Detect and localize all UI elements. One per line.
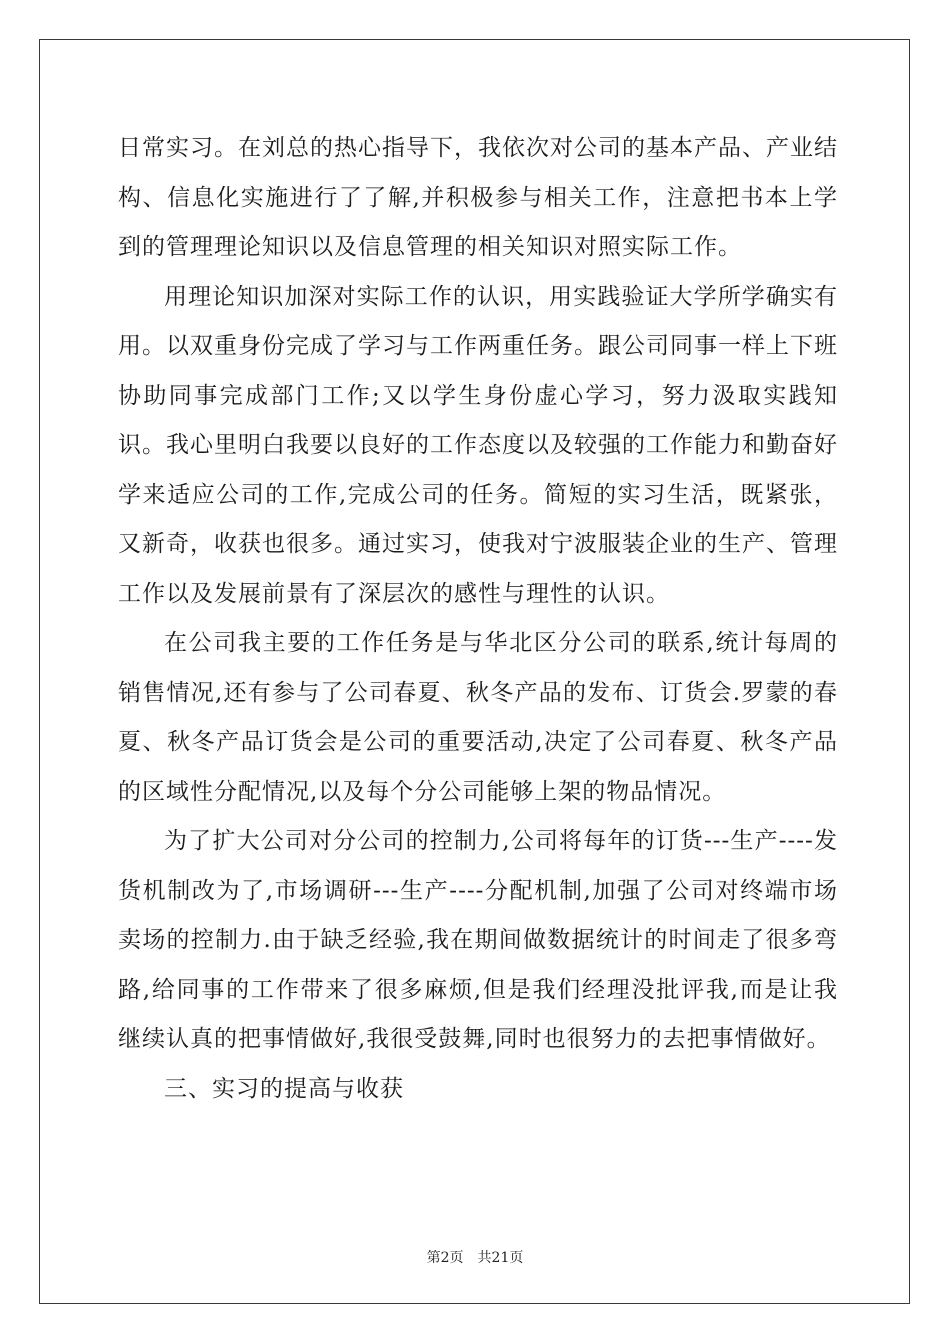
paragraph-4: 为了扩大公司对分公司的控制力,公司将每年的订货---生产----发货机制改为了,市场调研---生产----分配机制,加强了公司对终端市场卖场的控制力.由于缺乏经验,我在期间做数据统计的时间走了很多弯路,给同事的工作带来了很多麻烦,但是我们经理没批评我,而是让我继续认真的把事情做好,我很受鼓舞,同时也很努力的去把事情做好。 <box>118 828 838 1052</box>
paragraph-2: 用理论知识加深对实际工作的认识，用实践验证大学所学确实有用。以双重身份完成了学习与工作两重任务。跟公司同事一样上下班协助同事完成部门工作;又以学生身份虚心学习，努力汲取实践知识。我心里明白我要以良好的工作态度以及较强的工作能力和勤奋好学来适应公司的工作,完成公司的任务。简短的实习生活，既紧张，又新奇，收获也很多。通过实习，使我对宁波服装企业的生产、管理工作以及发展前景有了深层次的感性与理性的认识。 <box>118 283 838 607</box>
page-total: 共21页 <box>477 1250 524 1266</box>
paragraph-3: 在公司我主要的工作任务是与华北区分公司的联系,统计每周的销售情况,还有参与了公司春夏、秋冬产品的发布、订货会.罗蒙的春夏、秋冬产品订货会是公司的重要活动,决定了公司春夏、秋冬产品的区域性分配情况,以及每个分公司能够上架的物品情况。 <box>118 630 838 805</box>
section-heading: 三、实习的提高与收获 <box>164 1075 404 1102</box>
document-body <box>118 124 838 1114</box>
page-footer <box>0 1247 950 1267</box>
page-number: 第2页 <box>426 1250 464 1266</box>
paragraph-1: 日常实习。在刘总的热心指导下，我依次对公司的基本产品、产业结构、信息化实施进行了了解,并积极参与相关工作，注意把书本上学到的管理理论知识以及信息管理的相关知识对照实际工作。 <box>118 135 838 260</box>
